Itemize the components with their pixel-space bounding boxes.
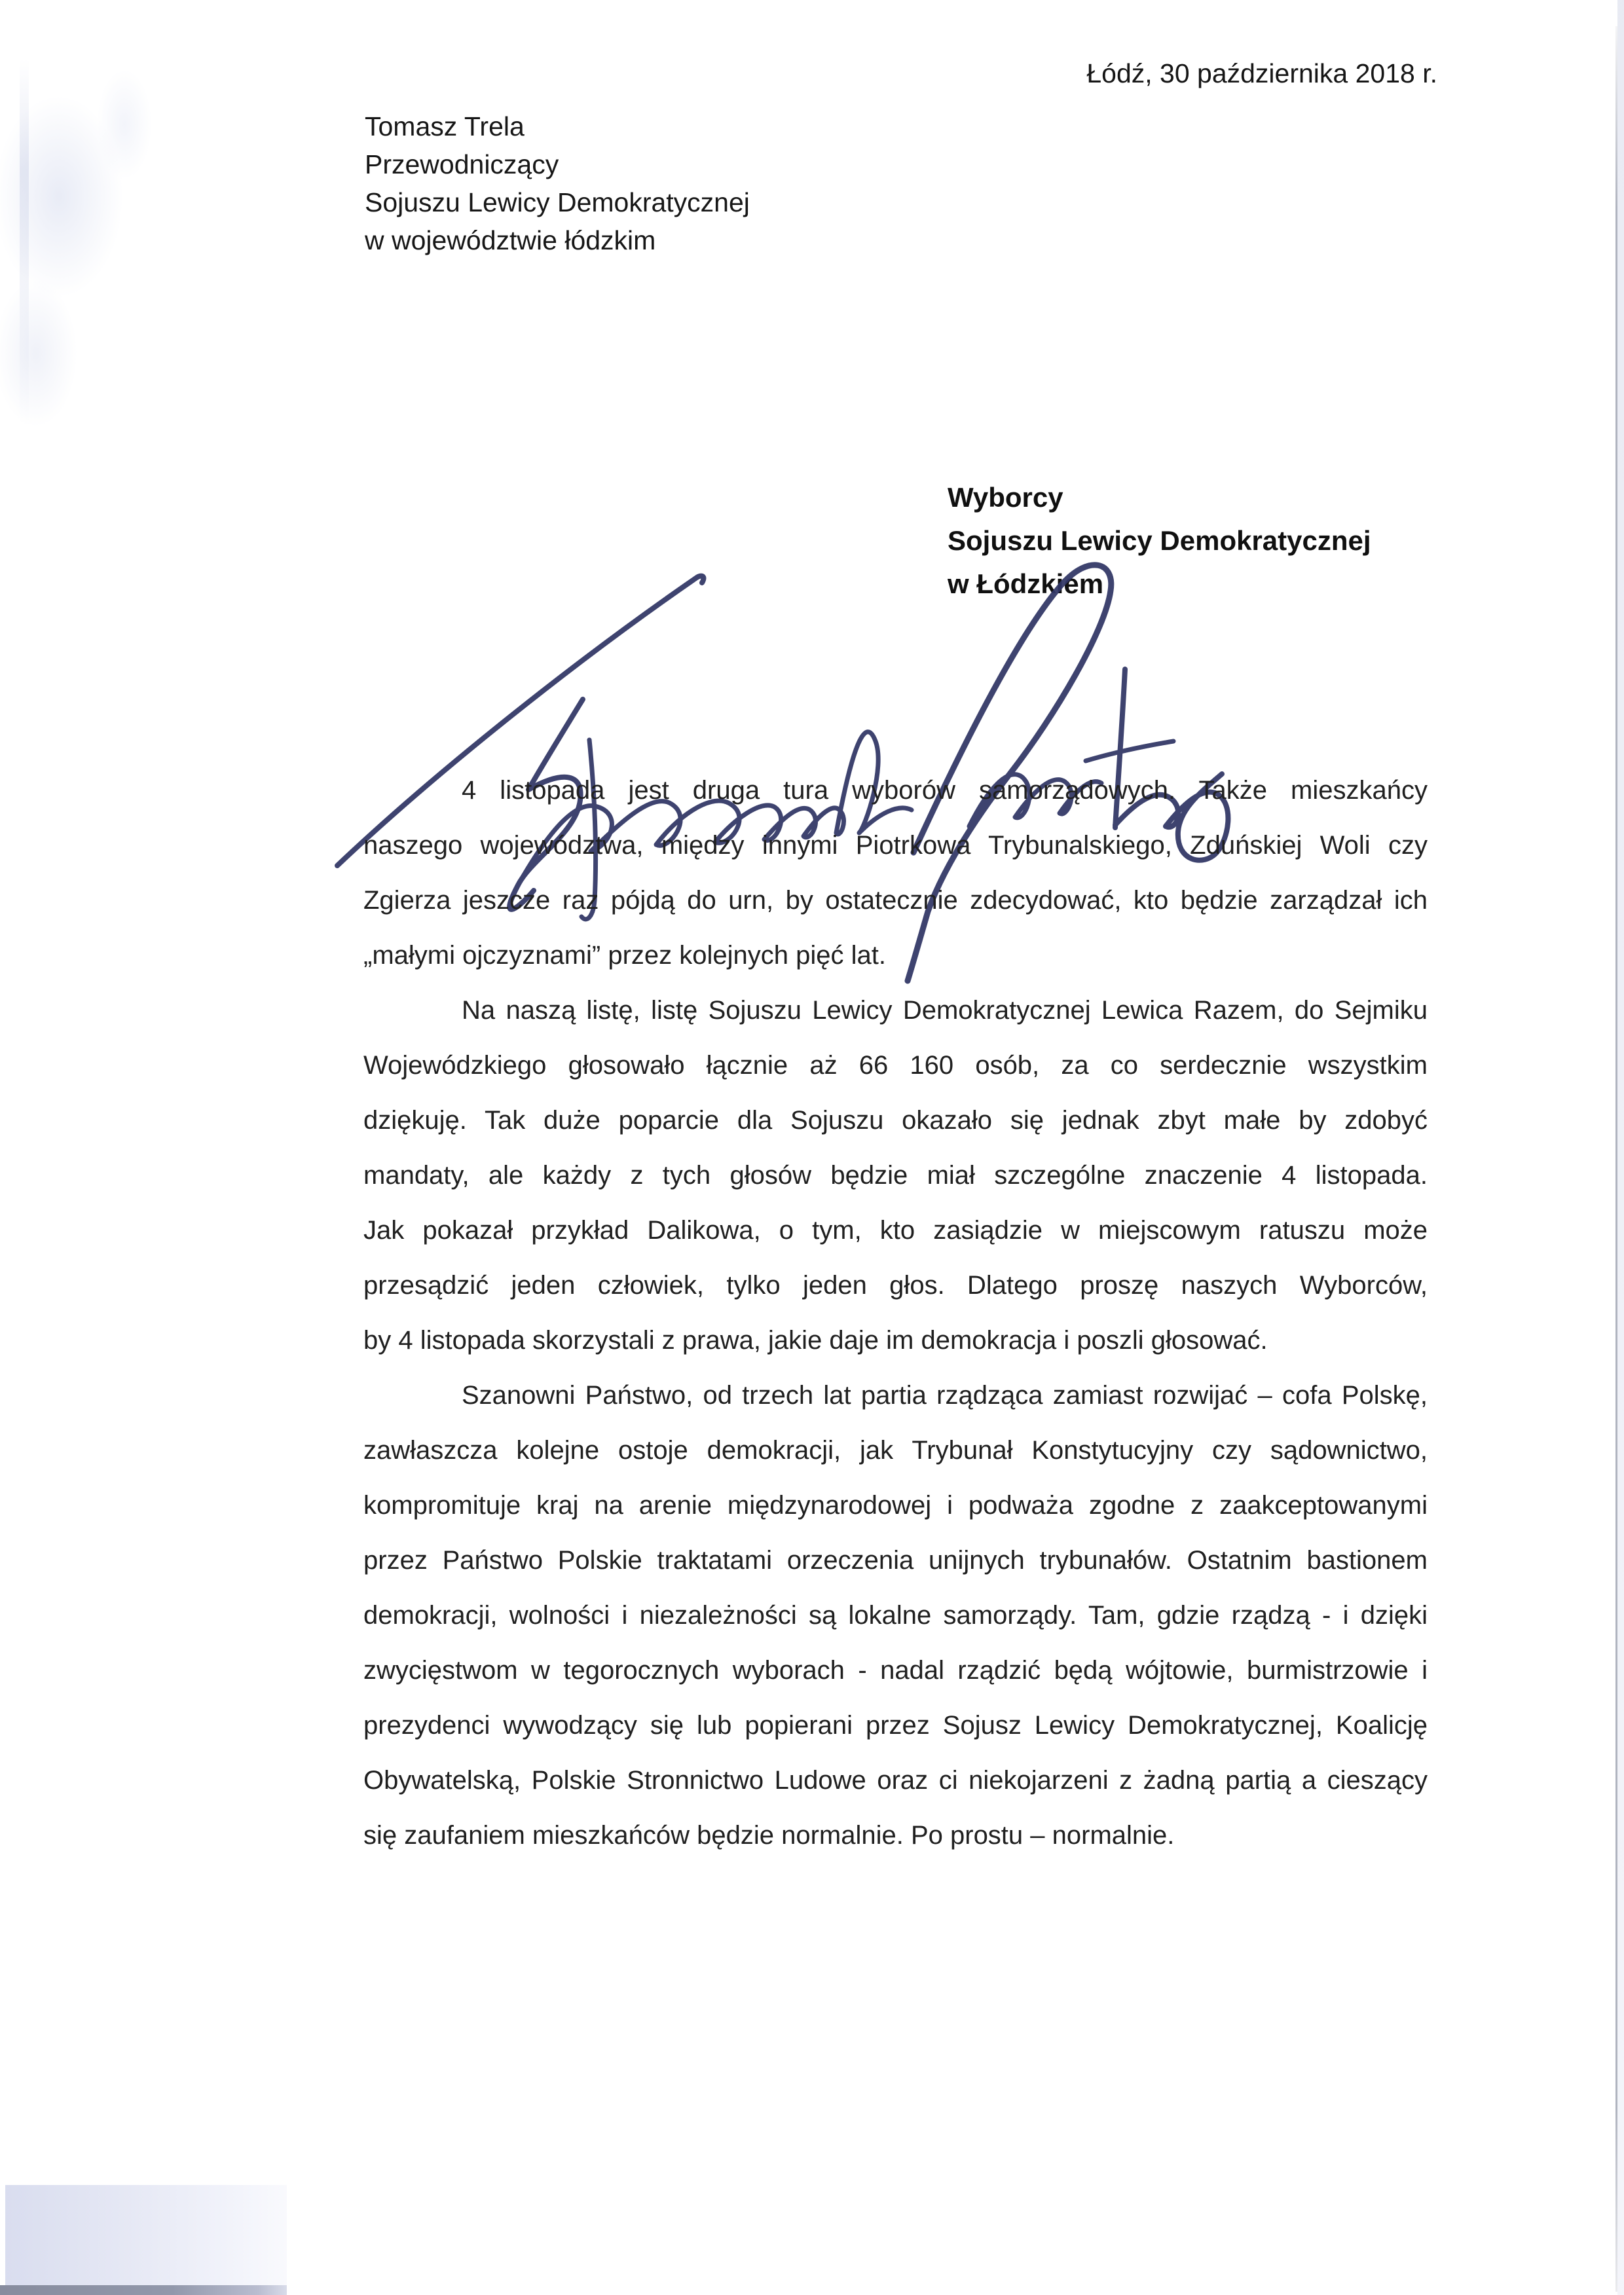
body-line: zawłaszcza kolejne ostoje demokracji, jak Trybunał Konstytucyjny czy sądownictwo, [363,1436,1428,1465]
sender-organization: Sojuszu Lewicy Demokratycznej [365,187,750,217]
body-line: zwycięstwom w tegorocznych wyborach - nadal rządzić będą wójtowie, burmistrzowie i [363,1656,1428,1685]
recipient-line: Wyborcy [948,482,1063,513]
scan-artifact-topleft-noise [0,46,216,465]
body-line: Szanowni Państwo, od trzech lat partia rządząca zamiast rozwijać – cofa Polskę, [462,1381,1428,1410]
body-line: przesądzić jeden człowiek, tylko jeden głos. Dlatego proszę naszych Wyborców, [363,1271,1428,1300]
sender-region: w województwie łódzkim [365,225,656,255]
sender-title: Przewodniczący [365,149,559,179]
body-line: 4 listopada jest druga tura wyborów samorządowych. Także mieszkańcy [462,776,1428,805]
scan-artifact-right-strip [1617,0,1624,2295]
date-line: Łódź, 30 października 2018 r. [1086,58,1437,88]
scan-artifact-bottomleft-patch [5,2185,287,2286]
body-line: Jak pokazał przykład Dalikowa, o tym, kto zasiądzie w miejscowym ratuszu może [363,1216,1428,1245]
sender-name: Tomasz Trela [365,111,525,141]
body-line: kompromituje kraj na arenie międzynarodowej i podważa zgodne z zaakceptowanymi [363,1491,1428,1520]
recipient-line: Sojuszu Lewicy Demokratycznej [948,525,1371,556]
scan-artifact-right-edge-line [1615,26,1617,2292]
body-line: demokracji, wolności i niezależności są lokalne samorządy. Tam, gdzie rządzą - i dzięki [363,1601,1428,1630]
body-line: przez Państwo Polskie traktatami orzeczenia unijnych trybunałów. Ostatnim bastionem [363,1546,1428,1575]
body-line: by 4 listopada skorzystali z prawa, jakie daje im demokracja i poszli głosować. [363,1326,1268,1355]
recipient-line: w Łódzkiem [948,568,1104,599]
scan-artifact-left-streak [20,59,29,426]
recipient-block [948,476,1371,606]
scan-artifact-bottom-strip [0,2285,287,2295]
body-line: prezydenci wywodzący się lub popierani przez Sojusz Lewicy Demokratycznej, Koalicję [363,1711,1428,1740]
body-line: Wojewódzkiego głosowało łącznie aż 66 160 osób, za co serdecznie wszystkim [363,1051,1428,1080]
body-line: dziękuję. Tak duże poparcie dla Sojuszu okazało się jednak zbyt małe by zdobyć [363,1106,1428,1135]
body-line: „małymi ojczyznami” przez kolejnych pięć lat. [363,941,887,970]
letter-body [363,763,1428,1863]
body-line: mandaty, ale każdy z tych głosów będzie miał szczególne znaczenie 4 listopada. [363,1161,1428,1190]
body-line: Obywatelską, Polskie Stronnictwo Ludowe oraz ci niekojarzeni z żadną partią a cieszący [363,1766,1428,1795]
body-line: się zaufaniem mieszkańców będzie normalnie. Po prostu – normalnie. [363,1821,1175,1850]
sender-block [365,107,750,259]
body-line: Na naszą listę, listę Sojuszu Lewicy Demokratycznej Lewica Razem, do Sejmiku [462,996,1428,1025]
body-line: naszego województwa, między innymi Piotrkowa Trybunalskiego, Zduńskiej Woli czy [363,831,1428,860]
body-line: Zgierza jeszcze raz pójdą do urn, by ostatecznie zdecydować, kto będzie zarządzał ich [363,886,1428,915]
